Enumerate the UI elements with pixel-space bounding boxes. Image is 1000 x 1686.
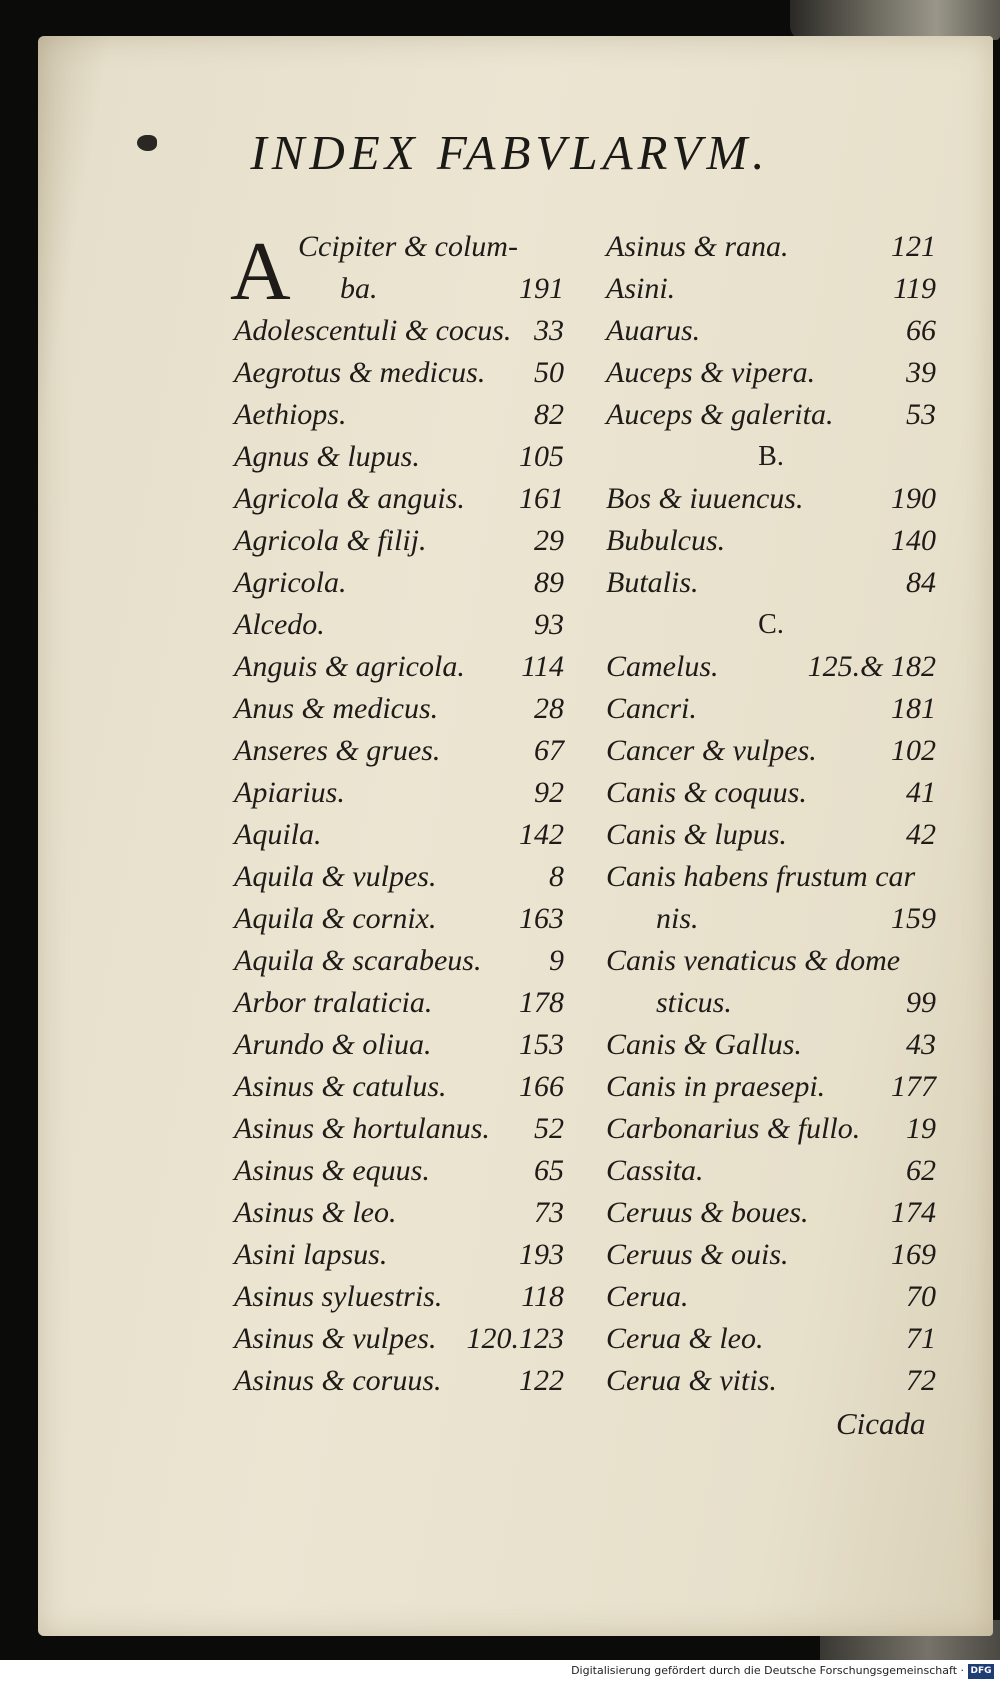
entry-page-number: 73 (534, 1196, 564, 1229)
index-entry (606, 310, 936, 352)
entry-page-number: 84 (906, 566, 936, 599)
index-entry (606, 226, 936, 268)
entry-title: Asinus & equus. (234, 1154, 430, 1187)
entry-page-number: 66 (906, 314, 936, 347)
entry-title: B. (758, 441, 784, 472)
entry-title: Canis in praesepi. (606, 1070, 826, 1103)
entry-title: Canis venaticus & dome (606, 944, 901, 977)
index-entry (606, 1108, 936, 1150)
index-entry (606, 1150, 936, 1192)
entry-title: Auarus. (606, 314, 701, 347)
entry-title: Apiarius. (234, 776, 345, 809)
entry-title: Cerua & leo. (606, 1322, 764, 1355)
entry-page-number: 181 (891, 692, 936, 725)
index-entry (606, 394, 936, 436)
entry-page-number: 28 (534, 692, 564, 725)
entry-title: Asinus & vulpes. (234, 1322, 437, 1355)
entry-title: Canis habens frustum car (606, 860, 916, 893)
entry-page-number: 169 (891, 1238, 936, 1271)
entry-title: nis. (656, 902, 699, 935)
index-entry (234, 478, 564, 520)
entry-title: Auceps & vipera. (606, 356, 816, 389)
entry-title: Camelus. (606, 650, 719, 683)
entry-page-number: 89 (534, 566, 564, 599)
index-column-right (606, 226, 936, 1402)
entry-title: Anseres & grues. (234, 734, 441, 767)
entry-page-number: 191 (519, 272, 564, 305)
entry-title: Asinus & coruus. (234, 1364, 442, 1397)
index-entry (234, 268, 564, 310)
entry-page-number: 82 (534, 398, 564, 431)
entry-title: Arbor tralaticia. (234, 986, 433, 1019)
entry-page-number: 142 (519, 818, 564, 851)
index-entry (234, 562, 564, 604)
entry-page-number: 50 (534, 356, 564, 389)
index-entry (606, 1318, 936, 1360)
entry-title: Asinus & catulus. (234, 1070, 447, 1103)
entry-title: Aquila & vulpes. (234, 860, 437, 893)
index-entry (234, 1066, 564, 1108)
entry-page-number: 9 (549, 944, 564, 977)
index-entry (234, 604, 564, 646)
index-entry (606, 352, 936, 394)
index-entry (234, 1318, 564, 1360)
entry-page-number: 71 (906, 1322, 936, 1355)
drop-cap: A (230, 225, 291, 318)
entry-page-number: 119 (893, 272, 936, 305)
section-letter (606, 604, 936, 646)
index-entry (606, 1192, 936, 1234)
index-entry (606, 1360, 936, 1402)
entry-title: Aquila & scarabeus. (234, 944, 482, 977)
entry-page-number: 43 (906, 1028, 936, 1061)
entry-page-number: 177 (891, 1070, 936, 1103)
index-entry (606, 1024, 936, 1066)
index-entry (234, 1360, 564, 1402)
entry-page-number: 72 (906, 1364, 936, 1397)
index-entry (606, 562, 936, 604)
entry-page-number: 161 (519, 482, 564, 515)
entry-title: ba. (340, 272, 378, 305)
entry-title: Cancri. (606, 692, 697, 725)
entry-title: Agricola & filij. (234, 524, 427, 557)
index-entry (606, 688, 936, 730)
entry-title: Ceruus & boues. (606, 1196, 809, 1229)
entry-title: Ccipiter & colum- (298, 230, 518, 263)
section-letter (606, 436, 936, 478)
index-entry (234, 394, 564, 436)
entry-page-number: 52 (534, 1112, 564, 1145)
entry-title: sticus. (656, 986, 732, 1019)
entry-title: Aethiops. (234, 398, 347, 431)
entry-page-number: 42 (906, 818, 936, 851)
entry-page-number: 118 (521, 1280, 564, 1313)
entry-title: Adolescentuli & cocus. (234, 314, 512, 347)
index-column-left (230, 225, 564, 1402)
index-entry (606, 814, 936, 856)
entry-title: Ceruus & ouis. (606, 1238, 789, 1271)
entry-title: Asinus syluestris. (234, 1280, 443, 1313)
index-entry (234, 436, 564, 478)
index-entry (606, 1066, 936, 1108)
entry-page-number: 193 (519, 1238, 564, 1271)
entry-page-number: 29 (534, 524, 564, 557)
index-entry (606, 772, 936, 814)
entry-page-number: 190 (891, 482, 936, 515)
index-entry (234, 730, 564, 772)
index-entry (606, 478, 936, 520)
index-entry (606, 1234, 936, 1276)
dfg-logo: DFG (968, 1664, 994, 1679)
entry-page-number: 93 (534, 608, 564, 641)
index-entry (234, 688, 564, 730)
index-entry (606, 268, 936, 310)
entry-page-number: 102 (891, 734, 936, 767)
index-entry (606, 1276, 936, 1318)
entry-title: Bubulcus. (606, 524, 726, 557)
footer-credit: Digitalisierung gefördert durch die Deutsche Forschungsgemeinschaft · (571, 1664, 964, 1677)
entry-page-number: 105 (519, 440, 564, 473)
entry-page-number: 62 (906, 1154, 936, 1187)
entry-title: Cerua. (606, 1280, 689, 1313)
entry-page-number: 114 (521, 650, 564, 683)
entry-title: C. (758, 609, 784, 640)
entry-page-number: 178 (519, 986, 564, 1019)
entry-title: Asinus & rana. (606, 230, 789, 263)
entry-title: Aegrotus & medicus. (234, 356, 486, 389)
index-entry (234, 856, 564, 898)
entry-page-number: 67 (534, 734, 564, 767)
index-entry (606, 730, 936, 772)
entry-title: Agnus & lupus. (234, 440, 420, 473)
entry-page-number: 153 (519, 1028, 564, 1061)
entry-page-number: 120.123 (466, 1322, 564, 1355)
entry-page-number: 121 (891, 230, 936, 263)
entry-title: Canis & Gallus. (606, 1028, 802, 1061)
entry-title: Canis & coquus. (606, 776, 807, 809)
entry-title: Cancer & vulpes. (606, 734, 817, 767)
entry-page-number: 163 (519, 902, 564, 935)
entry-page-number: 41 (906, 776, 936, 809)
entry-page-number: 122 (519, 1364, 564, 1397)
index-entry (606, 856, 936, 898)
entry-page-number: 8 (549, 860, 564, 893)
entry-title: Cerua & vitis. (606, 1364, 777, 1397)
entry-page-number: 125.& 182 (807, 650, 936, 683)
index-entry (234, 1234, 564, 1276)
entry-title: Anus & medicus. (234, 692, 439, 725)
index-entry (234, 982, 564, 1024)
entry-title: Asini lapsus. (234, 1238, 388, 1271)
entry-title: Bos & iuuencus. (606, 482, 804, 515)
entry-page-number: 140 (891, 524, 936, 557)
entry-page-number: 53 (906, 398, 936, 431)
entry-page-number: 70 (906, 1280, 936, 1313)
entry-title: Carbonarius & fullo. (606, 1112, 861, 1145)
index-entry (234, 310, 564, 352)
index-entry (234, 772, 564, 814)
entry-page-number: 92 (534, 776, 564, 809)
entry-page-number: 159 (891, 902, 936, 935)
index-entry (234, 226, 564, 268)
index-entry (234, 898, 564, 940)
index-entry (234, 1150, 564, 1192)
next-page-edge (790, 0, 1000, 40)
entry-title: Agricola. (234, 566, 347, 599)
entry-page-number: 99 (906, 986, 936, 1019)
index-entry (234, 1192, 564, 1234)
entry-title: Asini. (606, 272, 676, 305)
entry-title: Auceps & galerita. (606, 398, 834, 431)
index-entry (606, 982, 936, 1024)
entry-page-number: 166 (519, 1070, 564, 1103)
entry-page-number: 33 (534, 314, 564, 347)
index-entry (234, 1276, 564, 1318)
entry-page-number: 174 (891, 1196, 936, 1229)
index-entry (606, 898, 936, 940)
entry-title: Alcedo. (234, 608, 325, 641)
index-entry (234, 814, 564, 856)
page-title: INDEX FABVLARVM. (250, 125, 770, 180)
entry-title: Asinus & leo. (234, 1196, 397, 1229)
catchword: Cicada (836, 1406, 926, 1441)
entry-title: Canis & lupus. (606, 818, 787, 851)
entry-title: Anguis & agricola. (234, 650, 465, 683)
index-entry (234, 1108, 564, 1150)
index-entry (234, 352, 564, 394)
entry-page-number: 39 (906, 356, 936, 389)
index-entry (234, 940, 564, 982)
entry-title: Arundo & oliua. (234, 1028, 432, 1061)
index-entry (234, 646, 564, 688)
entry-title: Asinus & hortulanus. (234, 1112, 490, 1145)
entry-page-number: 65 (534, 1154, 564, 1187)
entry-title: Aquila. (234, 818, 322, 851)
index-entry (606, 646, 936, 688)
entry-title: Agricola & anguis. (234, 482, 465, 515)
footer-bar (0, 1660, 1000, 1686)
index-entry (606, 520, 936, 562)
entry-page-number: 19 (906, 1112, 936, 1145)
entry-title: Butalis. (606, 566, 699, 599)
index-entry (606, 940, 936, 982)
index-entry (234, 520, 564, 562)
entry-title: Aquila & cornix. (234, 902, 437, 935)
index-entry (234, 1024, 564, 1066)
entry-title: Cassita. (606, 1154, 704, 1187)
